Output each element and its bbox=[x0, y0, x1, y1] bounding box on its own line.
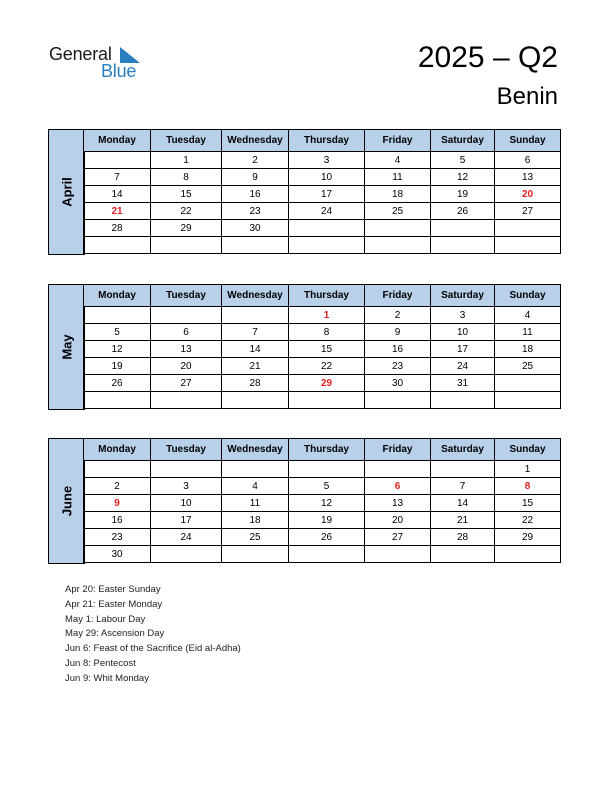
weekday-header: Sunday bbox=[495, 285, 561, 307]
weekday-header: Monday bbox=[84, 439, 151, 461]
day-cell bbox=[84, 461, 151, 478]
day-cell: 1 bbox=[151, 152, 222, 169]
day-cell: 2 bbox=[84, 478, 151, 495]
day-cell: 11 bbox=[365, 169, 431, 186]
logo-word-general: General bbox=[49, 44, 112, 64]
month-calendar-table bbox=[83, 284, 561, 409]
weekday-header: Tuesday bbox=[151, 439, 222, 461]
day-cell bbox=[495, 392, 561, 409]
day-cell: 4 bbox=[365, 152, 431, 169]
day-cell: 13 bbox=[151, 341, 222, 358]
day-cell: 27 bbox=[495, 203, 561, 220]
day-cell bbox=[365, 546, 431, 563]
country-name: Benin bbox=[496, 83, 558, 110]
month-label-cell bbox=[48, 438, 85, 564]
month-block-april bbox=[48, 129, 564, 255]
day-cell: 20 bbox=[495, 186, 561, 203]
day-cell: 20 bbox=[365, 512, 431, 529]
weekday-header: Saturday bbox=[431, 285, 495, 307]
day-cell: 28 bbox=[222, 375, 289, 392]
weekday-header: Thursday bbox=[289, 439, 365, 461]
week-row bbox=[84, 341, 561, 358]
weekday-header: Sunday bbox=[495, 130, 561, 152]
day-cell: 16 bbox=[222, 186, 289, 203]
day-cell bbox=[84, 237, 151, 254]
week-row bbox=[84, 546, 561, 563]
day-cell: 1 bbox=[495, 461, 561, 478]
day-cell: 8 bbox=[495, 478, 561, 495]
day-cell bbox=[431, 546, 495, 563]
month-name: June bbox=[59, 485, 74, 517]
generalblue-logo bbox=[49, 44, 149, 84]
week-row bbox=[84, 461, 561, 478]
week-row bbox=[84, 169, 561, 186]
day-cell: 12 bbox=[431, 169, 495, 186]
weekday-header: Friday bbox=[365, 285, 431, 307]
day-cell: 16 bbox=[84, 512, 151, 529]
day-cell bbox=[84, 307, 151, 324]
day-cell bbox=[431, 237, 495, 254]
day-cell bbox=[151, 461, 222, 478]
weekday-header: Friday bbox=[365, 439, 431, 461]
day-cell: 5 bbox=[84, 324, 151, 341]
day-cell: 9 bbox=[222, 169, 289, 186]
day-cell: 24 bbox=[431, 358, 495, 375]
month-block-may bbox=[48, 284, 564, 410]
day-cell: 14 bbox=[431, 495, 495, 512]
weekday-header: Saturday bbox=[431, 439, 495, 461]
weekday-header-row bbox=[84, 439, 561, 461]
day-cell: 26 bbox=[289, 529, 365, 546]
day-cell: 13 bbox=[365, 495, 431, 512]
day-cell: 26 bbox=[84, 375, 151, 392]
day-cell: 14 bbox=[84, 186, 151, 203]
week-row bbox=[84, 220, 561, 237]
day-cell: 28 bbox=[431, 529, 495, 546]
month-calendar-table bbox=[83, 438, 561, 563]
day-cell bbox=[289, 392, 365, 409]
day-cell: 29 bbox=[289, 375, 365, 392]
day-cell: 5 bbox=[289, 478, 365, 495]
day-cell: 15 bbox=[289, 341, 365, 358]
day-cell bbox=[495, 546, 561, 563]
day-cell: 19 bbox=[84, 358, 151, 375]
day-cell bbox=[289, 546, 365, 563]
day-cell: 21 bbox=[431, 512, 495, 529]
day-cell bbox=[222, 546, 289, 563]
weekday-header: Thursday bbox=[289, 130, 365, 152]
day-cell: 7 bbox=[84, 169, 151, 186]
day-cell bbox=[431, 392, 495, 409]
day-cell: 20 bbox=[151, 358, 222, 375]
day-cell: 25 bbox=[495, 358, 561, 375]
day-cell: 9 bbox=[84, 495, 151, 512]
weekday-header: Monday bbox=[84, 285, 151, 307]
day-cell: 6 bbox=[151, 324, 222, 341]
month-label-cell bbox=[48, 129, 85, 255]
day-cell bbox=[289, 461, 365, 478]
day-cell: 10 bbox=[431, 324, 495, 341]
logo-word-blue: Blue bbox=[101, 61, 137, 81]
day-cell bbox=[495, 220, 561, 237]
day-cell: 11 bbox=[495, 324, 561, 341]
week-row bbox=[84, 529, 561, 546]
day-cell: 25 bbox=[222, 529, 289, 546]
day-cell: 18 bbox=[495, 341, 561, 358]
day-cell: 17 bbox=[151, 512, 222, 529]
day-cell: 10 bbox=[289, 169, 365, 186]
week-row bbox=[84, 203, 561, 220]
day-cell: 15 bbox=[495, 495, 561, 512]
week-row bbox=[84, 186, 561, 203]
month-label-cell bbox=[48, 284, 85, 410]
day-cell bbox=[495, 237, 561, 254]
day-cell: 18 bbox=[222, 512, 289, 529]
day-cell: 9 bbox=[365, 324, 431, 341]
weekday-header: Tuesday bbox=[151, 285, 222, 307]
day-cell bbox=[289, 220, 365, 237]
day-cell: 12 bbox=[84, 341, 151, 358]
day-cell: 21 bbox=[84, 203, 151, 220]
day-cell bbox=[365, 220, 431, 237]
weekday-header: Sunday bbox=[495, 439, 561, 461]
day-cell: 8 bbox=[289, 324, 365, 341]
month-name: April bbox=[59, 177, 74, 207]
day-cell: 17 bbox=[289, 186, 365, 203]
day-cell: 18 bbox=[365, 186, 431, 203]
day-cell: 22 bbox=[151, 203, 222, 220]
day-cell bbox=[365, 237, 431, 254]
day-cell: 6 bbox=[495, 152, 561, 169]
day-cell: 26 bbox=[431, 203, 495, 220]
week-row bbox=[84, 392, 561, 409]
day-cell bbox=[222, 307, 289, 324]
day-cell: 23 bbox=[222, 203, 289, 220]
week-row bbox=[84, 307, 561, 324]
day-cell bbox=[151, 546, 222, 563]
weekday-header: Saturday bbox=[431, 130, 495, 152]
day-cell: 27 bbox=[365, 529, 431, 546]
week-row bbox=[84, 478, 561, 495]
day-cell: 27 bbox=[151, 375, 222, 392]
day-cell bbox=[84, 392, 151, 409]
week-row bbox=[84, 324, 561, 341]
day-cell: 3 bbox=[289, 152, 365, 169]
day-cell: 3 bbox=[431, 307, 495, 324]
day-cell: 23 bbox=[84, 529, 151, 546]
day-cell bbox=[222, 237, 289, 254]
day-cell bbox=[151, 307, 222, 324]
day-cell: 6 bbox=[365, 478, 431, 495]
day-cell: 19 bbox=[431, 186, 495, 203]
day-cell bbox=[289, 237, 365, 254]
day-cell: 7 bbox=[431, 478, 495, 495]
weekday-header: Thursday bbox=[289, 285, 365, 307]
day-cell: 11 bbox=[222, 495, 289, 512]
day-cell: 30 bbox=[365, 375, 431, 392]
weekday-header-row bbox=[84, 130, 561, 152]
holiday-note: Apr 20: Easter Sunday bbox=[65, 584, 161, 595]
day-cell: 24 bbox=[289, 203, 365, 220]
day-cell: 31 bbox=[431, 375, 495, 392]
day-cell: 1 bbox=[289, 307, 365, 324]
holiday-note: Jun 8: Pentecost bbox=[65, 657, 136, 669]
day-cell: 8 bbox=[151, 169, 222, 186]
holiday-note: Jun 9: Whit Monday bbox=[65, 672, 149, 684]
day-cell bbox=[495, 375, 561, 392]
holiday-note: Jun 6: Feast of the Sacrifice (Eid al-Adha) bbox=[65, 643, 241, 655]
day-cell: 7 bbox=[222, 324, 289, 341]
day-cell: 2 bbox=[222, 152, 289, 169]
page-title: 2025 – Q2 bbox=[417, 41, 558, 74]
weekday-header: Wednesday bbox=[222, 130, 289, 152]
day-cell bbox=[365, 392, 431, 409]
day-cell: 4 bbox=[495, 307, 561, 324]
holiday-note: May 1: Labour Day bbox=[65, 613, 146, 625]
day-cell bbox=[222, 461, 289, 478]
day-cell bbox=[151, 392, 222, 409]
day-cell bbox=[431, 220, 495, 237]
day-cell: 13 bbox=[495, 169, 561, 186]
holiday-note: Apr 21: Easter Monday bbox=[65, 598, 163, 610]
day-cell: 25 bbox=[365, 203, 431, 220]
day-cell: 14 bbox=[222, 341, 289, 358]
weekday-header-row bbox=[84, 285, 561, 307]
day-cell: 12 bbox=[289, 495, 365, 512]
week-row bbox=[84, 512, 561, 529]
day-cell: 15 bbox=[151, 186, 222, 203]
week-row bbox=[84, 375, 561, 392]
day-cell: 22 bbox=[495, 512, 561, 529]
weekday-header: Tuesday bbox=[151, 130, 222, 152]
day-cell: 2 bbox=[365, 307, 431, 324]
month-name: May bbox=[59, 334, 74, 360]
day-cell: 10 bbox=[151, 495, 222, 512]
day-cell: 28 bbox=[84, 220, 151, 237]
day-cell: 16 bbox=[365, 341, 431, 358]
month-calendar-table bbox=[83, 129, 561, 254]
week-row bbox=[84, 495, 561, 512]
day-cell bbox=[431, 461, 495, 478]
day-cell: 4 bbox=[222, 478, 289, 495]
day-cell: 5 bbox=[431, 152, 495, 169]
weekday-header: Wednesday bbox=[222, 439, 289, 461]
weekday-header: Monday bbox=[84, 130, 151, 152]
day-cell bbox=[222, 392, 289, 409]
day-cell bbox=[151, 237, 222, 254]
week-row bbox=[84, 152, 561, 169]
day-cell: 24 bbox=[151, 529, 222, 546]
week-row bbox=[84, 358, 561, 375]
day-cell: 23 bbox=[365, 358, 431, 375]
day-cell: 3 bbox=[151, 478, 222, 495]
day-cell: 29 bbox=[495, 529, 561, 546]
weekday-header: Wednesday bbox=[222, 285, 289, 307]
day-cell: 29 bbox=[151, 220, 222, 237]
day-cell: 30 bbox=[222, 220, 289, 237]
day-cell bbox=[365, 461, 431, 478]
day-cell: 21 bbox=[222, 358, 289, 375]
day-cell: 30 bbox=[84, 546, 151, 563]
day-cell bbox=[84, 152, 151, 169]
month-block-june bbox=[48, 438, 564, 564]
day-cell: 17 bbox=[431, 341, 495, 358]
holiday-note: May 29: Ascension Day bbox=[65, 628, 165, 640]
holiday-notes bbox=[65, 583, 241, 687]
day-cell: 19 bbox=[289, 512, 365, 529]
day-cell: 22 bbox=[289, 358, 365, 375]
weekday-header: Friday bbox=[365, 130, 431, 152]
week-row bbox=[84, 237, 561, 254]
